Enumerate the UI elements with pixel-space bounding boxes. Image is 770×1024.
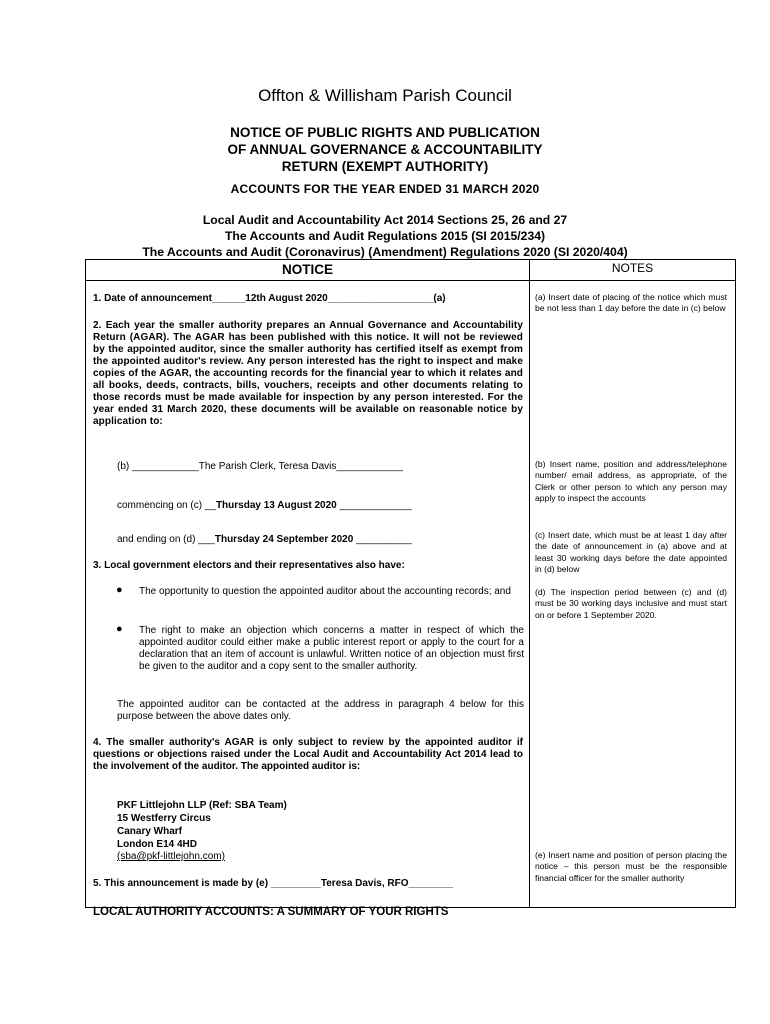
notice-column [86, 281, 530, 908]
summary-of-rights-heading: LOCAL AUTHORITY ACCOUNTS: A SUMMARY OF YOUR RIGHTS [93, 906, 449, 918]
title-line-1: NOTICE OF PUBLIC RIGHTS AND PUBLICATION [230, 125, 540, 140]
line-c-suffix: _____________ [336, 500, 412, 511]
notice-title [0, 124, 770, 175]
act-line-3: The Accounts and Audit (Coronavirus) (Amendment) Regulations 2020 (SI 2020/404) [142, 245, 628, 259]
auditor-postcode: London E14 4HD [117, 839, 198, 850]
bullet-marker-2: ● [116, 623, 123, 635]
bullet-1-text: The opportunity to question the appointed auditor about the accounting records; and [139, 586, 511, 597]
auditor-name: PKF Littlejohn LLP (Ref: SBA Team) [117, 800, 287, 811]
bullet-marker-1: ● [116, 584, 123, 596]
bullet-2-text: The right to make an objection which concerns a matter in respect of which the appointed auditor could either make a public interest report or apply to the court for a declaration that an item of account is unlawful. Written notice of an objection must first be given to the auditor and a copy sent to the smaller authority. [139, 625, 524, 672]
note-e: (e) Insert name and position of person placing the notice – this person must be the responsible financial officer for the smaller authority [535, 850, 727, 883]
paragraph-4: 4. The smaller authority's AGAR is only subject to review by the appointed auditor if questions or objections raised under the Local Audit and Accountability Act 2014 lead to the involvement of the auditor. The appointed auditor is: [93, 737, 523, 772]
notes-column-heading: NOTES [530, 260, 736, 281]
line-b-contact: (b) ____________The Parish Clerk, Teresa Davis____________ [117, 461, 404, 472]
paragraph-5: 5. This announcement is made by (e) _________Teresa Davis, RFO________ [93, 878, 453, 889]
notice-table [85, 259, 736, 908]
note-a: (a) Insert date of placing of the notice which must be not less than 1 day before the date in (c) below [535, 292, 727, 314]
paragraph-2: 2. Each year the smaller authority prepares an Annual Governance and Accountability Return (AGAR). The AGAR has been published with this notice. It will not be reviewed by the appointed auditor, since the smaller authority has certified itself as exempt from the appointed auditor's review. Any person interested has the right to inspect and make copies of the AGAR, the accounting records for the financial year to which it relates and all books, deeds, contracts, bills, vouchers, receipts and other documents relating to those records must be made available for inspection by any person interested. For the year ended 31 March 2020, these documents will be available on reasonable notice by application to: [93, 320, 523, 427]
title-line-3: RETURN (EXEMPT AUTHORITY) [281, 159, 489, 174]
paragraph-1-date: 1. Date of announcement______12th August 2020___________________(a) [93, 293, 446, 304]
notes-column [530, 281, 736, 908]
auditor-street: 15 Westferry Circus [117, 813, 211, 824]
line-c-commencing [117, 500, 517, 512]
note-d: (d) The inspection period between (c) and (d) must be 30 working days inclusive and must start on or before 1 September 2020. [535, 587, 727, 620]
notice-column-heading: NOTICE [86, 260, 530, 281]
council-name: Offton & Willisham Parish Council [258, 86, 512, 105]
accounts-year-heading: ACCOUNTS FOR THE YEAR ENDED 31 MARCH 2020 [230, 182, 540, 196]
note-b: (b) Insert name, position and address/telephone number/ email address, as appropriate, of the Clerk or other person to which any person may apply to inspect the accounts [535, 459, 727, 503]
paragraph-3: 3. Local government electors and their representatives also have: [93, 560, 405, 571]
line-c-date: Thursday 13 August 2020 [215, 500, 337, 511]
line-d-prefix: and ending on (d) ___ [117, 534, 215, 545]
line-c-prefix: commencing on (c) __ [117, 500, 216, 511]
line-d-ending [117, 534, 517, 546]
act-line-1: Local Audit and Accountability Act 2014 Sections 25, 26 and 27 [202, 213, 568, 227]
act-line-2: The Accounts and Audit Regulations 2015 (SI 2015/234) [224, 229, 546, 243]
legislation-references [0, 212, 770, 260]
auditor-contact-note: The appointed auditor can be contacted at the address in paragraph 4 below for this purpose between the above dates only. [117, 699, 524, 722]
note-c: (c) Insert date, which must be at least 1 day after the date of announcement in (a) above and at least 30 working days before the date appointed in (d) below [535, 530, 727, 574]
auditor-address [117, 799, 517, 851]
line-d-suffix: __________ [353, 534, 412, 545]
auditor-area: Canary Wharf [117, 826, 183, 837]
auditor-email-link[interactable]: (sba@pkf-littlejohn.com) [117, 851, 225, 862]
line-d-date: Thursday 24 September 2020 [214, 534, 354, 545]
title-line-2: OF ANNUAL GOVERNANCE & ACCOUNTABILITY [227, 142, 543, 157]
